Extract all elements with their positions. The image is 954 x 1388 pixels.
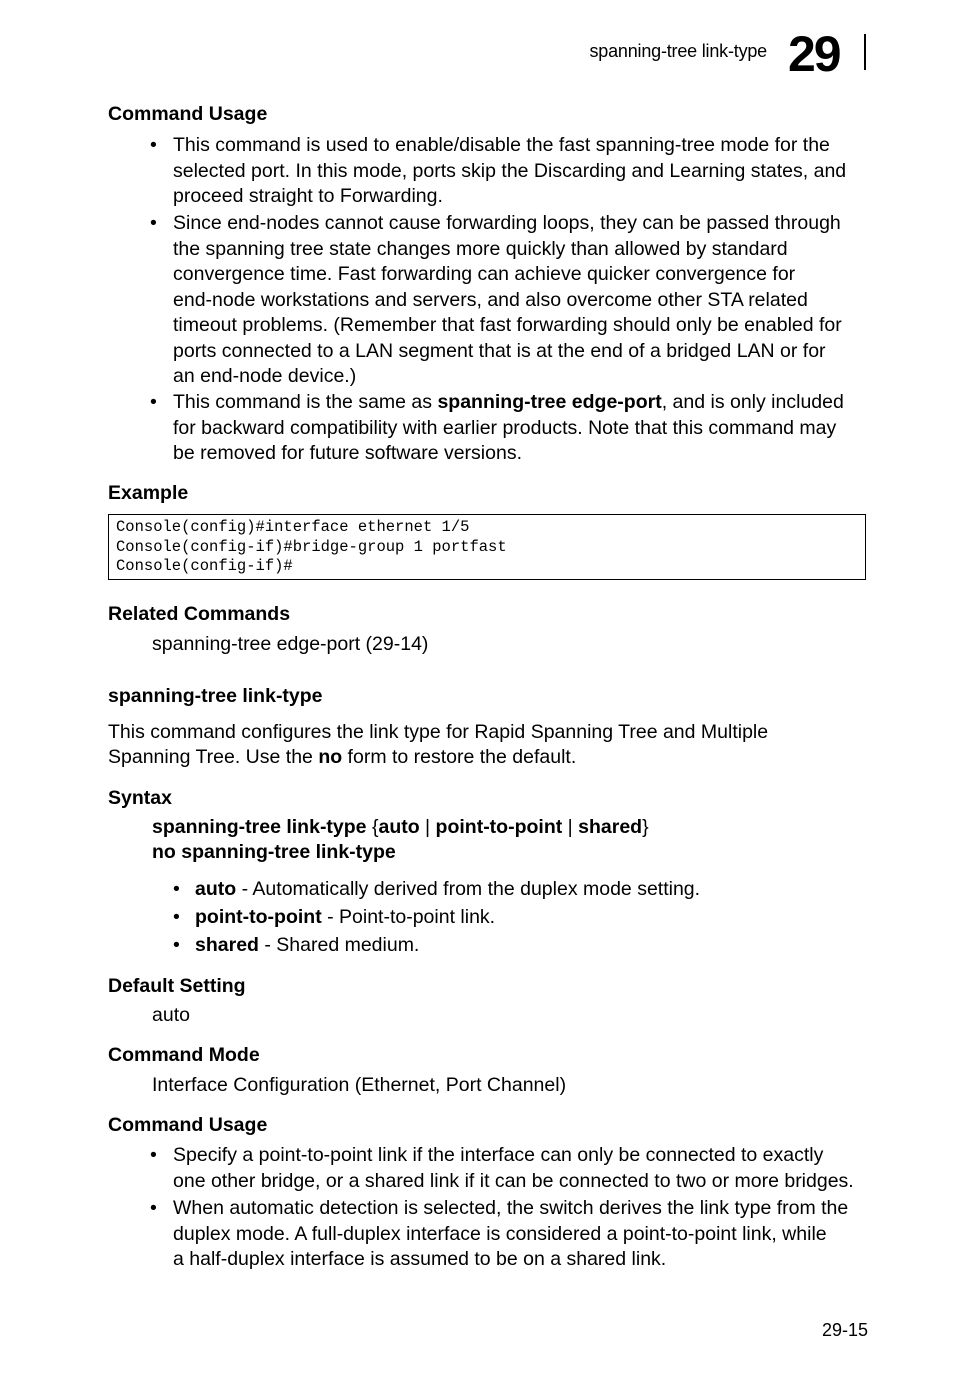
section-title: spanning-tree link-type [108, 685, 323, 707]
text-line: the spanning tree state changes more quickly than allowed by standard [173, 237, 788, 260]
text-line: convergence time. Fast forwarding can achieve quicker convergence for [173, 263, 796, 285]
syntax-line: spanning-tree link-type {auto | point-to-point | shared} [152, 816, 649, 838]
text-line: Since end-nodes cannot cause forwarding loops, they can be passed through [173, 212, 841, 234]
text-line: ports connected to a LAN segment that is at the end of a bridged LAN or for [173, 339, 826, 362]
related-commands-heading: Related Commands [108, 603, 291, 625]
syntax-no-form: no spanning-tree link-type [152, 841, 396, 863]
intro-line-2: Spanning Tree. Use the no form to restore the default. [108, 746, 577, 768]
text-line: timeout problems. (Remember that fast forwarding should only be enabled for [173, 314, 842, 336]
text-line: This command is used to enable/disable the fast spanning-tree mode for the [173, 134, 830, 156]
text-line: This command is the same as spanning-tree edge-port, and is only included [173, 391, 844, 413]
param-shared: • shared - Shared medium. [173, 934, 420, 956]
bullet-marker: • [150, 391, 157, 413]
text-line: When automatic detection is selected, the switch derives the link type from the [173, 1197, 849, 1219]
text-line: Specify a point-to-point link if the interface can only be connected to exactly [173, 1144, 824, 1166]
example-heading: Example [108, 482, 189, 504]
intro-line-1: This command configures the link type for Rapid Spanning Tree and Multiple [108, 721, 769, 743]
related-command-link: spanning-tree edge-port (29-14) [152, 633, 429, 655]
default-setting-heading: Default Setting [108, 975, 246, 997]
page-number: 29-15 [822, 1320, 869, 1340]
command-usage-heading-2: Command Usage [108, 1114, 268, 1136]
code-line: Console(config)#interface ethernet 1/5 [116, 518, 470, 536]
command-usage-heading: Command Usage [108, 103, 268, 125]
text-line: an end-node device.) [173, 365, 357, 387]
text-line: selected port. In this mode, ports skip the Discarding and Learning states, and [173, 159, 847, 182]
bullet-marker: • [150, 1197, 157, 1219]
param-point-to-point: • point-to-point - Point-to-point link. [173, 906, 496, 928]
bullet-marker: • [150, 212, 157, 234]
text-line: be removed for future software versions. [173, 442, 522, 464]
text-line: end-node workstations and servers, and also overcome other STA related [173, 288, 808, 311]
bullet-marker: • [150, 1144, 157, 1166]
bullet-marker: • [150, 134, 157, 156]
syntax-heading: Syntax [108, 787, 172, 809]
running-header: spanning-tree link-type [589, 41, 767, 61]
default-value: auto [152, 1004, 190, 1026]
chapter-rule [864, 34, 866, 70]
command-mode-heading: Command Mode [108, 1044, 260, 1066]
code-line: Console(config-if)#bridge-group 1 portfast [116, 537, 507, 556]
text-line: one other bridge, or a shared link if it can be connected to two or more bridges. [173, 1169, 854, 1192]
text-line: for backward compatibility with earlier products. Note that this command may [173, 416, 837, 439]
chapter-number: 29 [788, 26, 840, 82]
text-line: proceed straight to Forwarding. [173, 185, 443, 207]
command-reference: spanning-tree edge-port [437, 391, 662, 413]
text-line: duplex mode. A full-duplex interface is considered a point-to-point link, while [173, 1222, 827, 1245]
text-line: a half-duplex interface is assumed to be on a shared link. [173, 1248, 667, 1270]
code-example [108, 514, 866, 580]
command-mode-value: Interface Configuration (Ethernet, Port Channel) [152, 1074, 567, 1096]
code-line: Console(config-if)# [116, 557, 293, 576]
param-auto: • auto - Automatically derived from the duplex mode setting. [173, 878, 701, 900]
